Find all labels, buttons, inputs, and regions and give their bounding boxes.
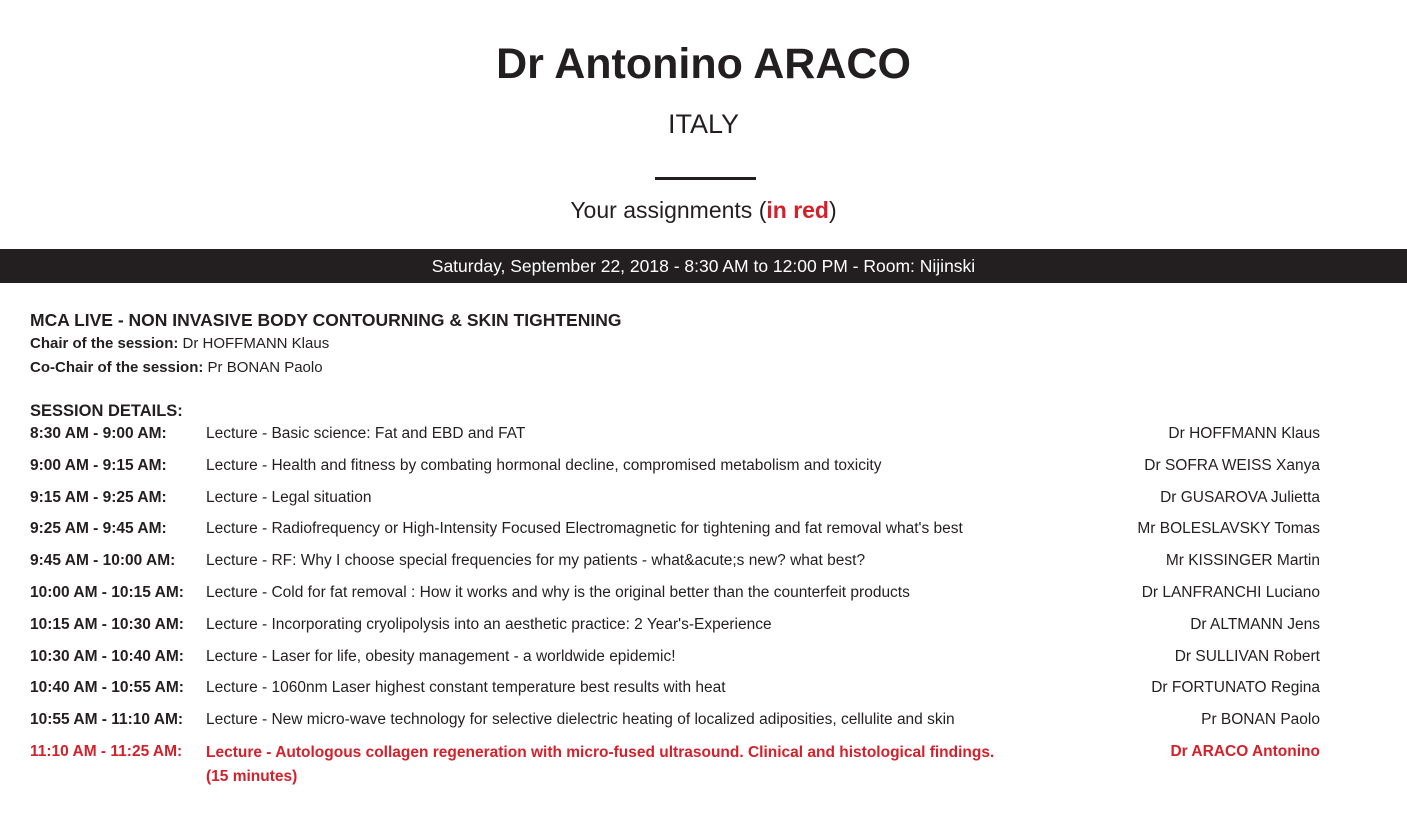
lecture-title [206,741,1086,789]
cochair-value: Pr BONAN Paolo [203,359,323,376]
assignments-suffix: ) [828,197,837,223]
lecture-row [30,709,1320,741]
lecture-time: 9:25 AM - 9:45 AM: [30,520,167,538]
lecture-speaker: Dr SOFRA WEISS Xanya [1144,456,1320,474]
chair-label: Chair of the session: [30,335,179,352]
lecture-row [30,455,1320,487]
session-title: MCA LIVE - NON INVASIVE BODY CONTOURNING & SKIN TIGHTENING [30,310,622,330]
lecture-row [30,550,1320,582]
lecture-row [30,582,1320,614]
lecture-title: Lecture - RF: Why I choose special frequencies for my patients - what&acute;s new? what best? [206,552,866,570]
lecture-time: 10:00 AM - 10:15 AM: [30,583,184,601]
lecture-title: Lecture - Basic science: Fat and EBD and FAT [206,425,526,442]
session-chair [30,334,329,354]
lecture-speaker: Mr KISSINGER Martin [1165,552,1320,570]
assigned-lecture-row [30,741,1320,791]
session-details-heading: SESSION DETAILS: [30,402,183,420]
lecture-title: Lecture - New micro-wave technology for selective dielectric heating of localized adiposities, cellulite and skin [206,711,955,729]
lecture-duration: (15 minutes) [206,767,298,785]
lecture-speaker: Dr GUSAROVA Julietta [1160,488,1320,506]
lecture-time: 11:10 AM - 11:25 AM: [30,742,183,760]
lecture-time: 10:30 AM - 10:40 AM: [30,647,184,665]
lecture-title: Lecture - Incorporating cryolipolysis into an aesthetic practice: 2 Year's-Experience [206,615,772,633]
lecture-speaker: Dr ALTMANN Jens [1190,615,1320,633]
lecture-title: Lecture - Health and fitness by combating hormonal decline, compromised metabolism and toxicity [206,456,882,474]
assignments-highlight: in red [766,197,829,223]
lecture-title-line1: Lecture - Autologous collagen regeneration with micro-fused ultrasound. Clinical and histological findings. [206,743,995,761]
speaker-name: Dr Antonino ARACO [496,40,911,88]
lecture-row [30,677,1320,709]
lecture-row [30,487,1320,519]
lecture-time: 10:15 AM - 10:30 AM: [30,615,184,633]
lecture-speaker: Dr LANFRANCHI Luciano [1141,583,1320,601]
speaker-country: ITALY [667,109,740,139]
lecture-speaker: Pr BONAN Paolo [1201,711,1320,729]
lecture-speaker: Mr BOLESLAVSKY Tomas [1137,520,1320,538]
lecture-speaker: Dr ARACO Antonino [1170,742,1320,760]
lecture-speaker: Dr FORTUNATO Regina [1151,679,1320,697]
lecture-time: 9:00 AM - 9:15 AM: [30,456,167,474]
lecture-row [30,423,1320,455]
lecture-row [30,518,1320,550]
lecture-title: Lecture - 1060nm Laser highest constant temperature best results with heat [206,679,726,697]
lecture-time: 10:40 AM - 10:55 AM: [30,679,184,697]
lecture-speaker: Dr SULLIVAN Robert [1174,647,1320,665]
lecture-time: 9:45 AM - 10:00 AM: [30,552,176,570]
session-cochair [30,358,323,378]
title-divider [655,177,756,180]
lecture-time: 10:55 AM - 11:10 AM: [30,711,184,729]
cochair-label: Co-Chair of the session: [30,359,204,376]
lecture-title: Lecture - Legal situation [206,488,372,506]
lecture-row [30,646,1320,678]
lecture-time: 9:15 AM - 9:25 AM: [30,488,167,506]
assignments-note [0,196,1407,224]
assignments-prefix: Your assignments ( [570,197,767,223]
lecture-row [30,614,1320,646]
lecture-title: Lecture - Cold for fat removal : How it works and why is the original better than the counterfeit products [206,583,910,601]
session-details-list [30,423,1320,791]
lecture-title: Lecture - Radiofrequency or High-Intensity Focused Electromagnetic for tightening and fat removal what's best [206,520,963,538]
lecture-time: 8:30 AM - 9:00 AM: [30,425,167,442]
lecture-speaker: Dr HOFFMANN Klaus [1168,425,1320,442]
chair-value: Dr HOFFMANN Klaus [178,335,330,352]
session-date-bar: Saturday, September 22, 2018 - 8:30 AM to 12:00 PM - Room: Nijinski [0,249,1407,283]
lecture-title: Lecture - Laser for life, obesity management - a worldwide epidemic! [206,647,676,665]
